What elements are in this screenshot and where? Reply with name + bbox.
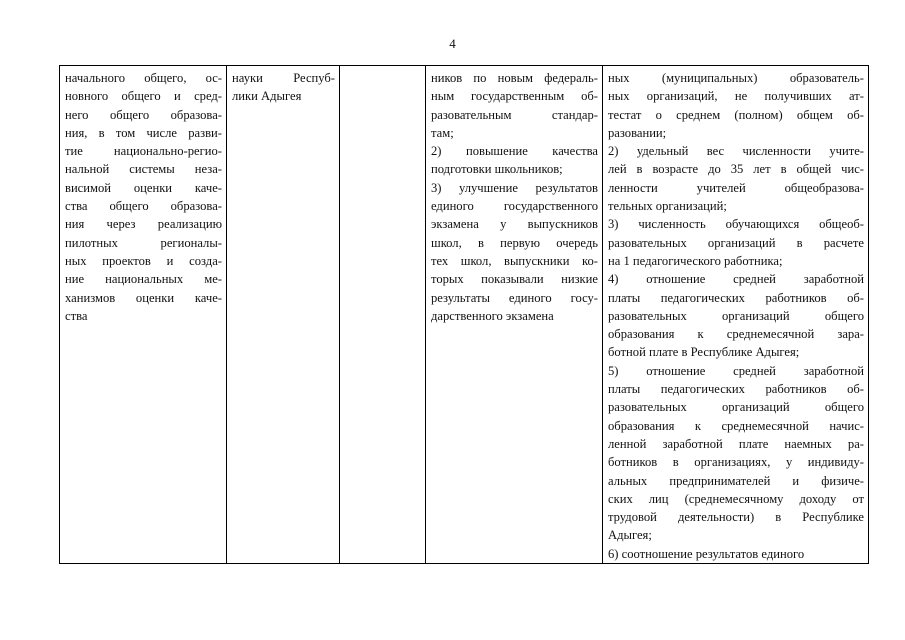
col5-line: 2) удельный вес численности учите- [608,144,864,159]
col4-line: разовательным стандар- [431,107,598,122]
col4-line: ников по новым федераль- [431,71,598,85]
col4-line: там; [431,125,454,140]
cell-empty-column [340,66,426,564]
col1-line: новного общего и сред- [65,89,222,104]
col4-line: тех школ, выпускники ко- [431,253,598,268]
cell-target-indicators [603,66,869,564]
col4-line: ным государственным об- [431,89,598,104]
col5-line: образования к среднемесячной начис- [608,418,864,433]
col4-line: экзамена у выпускников [431,217,598,232]
col5-line: лей в возрасте до 35 лет в общей чис- [608,162,864,177]
col5-line: образования к среднемесячной зара- [608,327,864,342]
col5-line: Адыгея; [608,528,652,543]
col5-line: трудовой деятельности) в Республике [608,510,864,525]
col1-line: ханизмов оценки каче- [65,290,222,305]
col1-line: нальной системы неза- [65,162,222,177]
page-number: 4 [449,36,456,51]
col5-line: тельных организаций; [608,199,727,214]
col2-line: науки Респуб- [232,71,335,85]
col5-line: ленности учителей общеобразова- [608,180,864,195]
col5-line: ботной плате в Республике Адыгея; [608,345,800,360]
col1-line: ства [65,308,88,323]
col5-line: разовательных организаций в расчете [608,235,864,250]
col1-line: ных проектов и созда- [65,253,222,268]
col5-line: на 1 педагогического работника; [608,253,783,268]
cell-expected-results [426,66,603,564]
col5-line: ленной заработной плате наемных ра- [608,436,864,451]
col5-line: 4) отношение средней заработной [608,272,864,287]
col1-line: него общего образова- [65,107,222,122]
col4-line: школ, в первую очередь [431,235,598,250]
col1-line: висимой оценки каче- [65,180,222,195]
col5-line: ских лиц (среднемесячному доходу от [608,491,864,506]
col4-line: 2) повышение качества [431,144,598,159]
col2-line: лики Адыгея [232,89,302,104]
col5-line: альных предпринимателей и физиче- [608,473,864,488]
col5-line: ных (муниципальных) образователь- [608,71,864,85]
col4-line: дарственного экзамена [431,308,554,323]
col5-line: ных организаций, не получивших ат- [608,89,864,104]
col5-line: разовании; [608,125,667,140]
col5-line: платы педагогических работников об- [608,382,864,397]
document-table [59,65,869,564]
cell-responsible-executor [227,66,340,564]
col1-line: тие национально-регио- [65,144,222,159]
col5-line: разовательных организаций общего [608,308,864,323]
col5-line: тестат о среднем (полном) общем об- [608,107,864,122]
table-row [60,66,869,564]
col4-line: подготовки школьников; [431,162,563,177]
col5-line: 6) соотношение результатов единого [608,546,805,561]
col1-line: ния через реализацию [65,217,222,232]
col5-line: разовательных организаций общего [608,400,864,415]
col1-line: ния, в том числе разви- [65,125,222,140]
col4-line: результаты единого госу- [431,290,598,305]
col1-line: начального общего, ос- [65,71,222,85]
col5-line: 3) численность обучающихся общеоб- [608,217,864,232]
col4-line: 3) улучшение результатов [431,180,598,195]
col5-line: 5) отношение средней заработной [608,363,864,378]
cell-activity-description [60,66,227,564]
col5-line: платы педагогических работников об- [608,290,864,305]
col1-line: ства общего образова- [65,199,222,214]
col5-line: ботников в организациях, у индивиду- [608,455,864,470]
col4-line: торых показывали низкие [431,272,598,287]
col1-line: пилотных регионалы- [65,235,222,250]
col1-line: ние национальных ме- [65,272,222,287]
col4-line: единого государственного [431,199,598,214]
